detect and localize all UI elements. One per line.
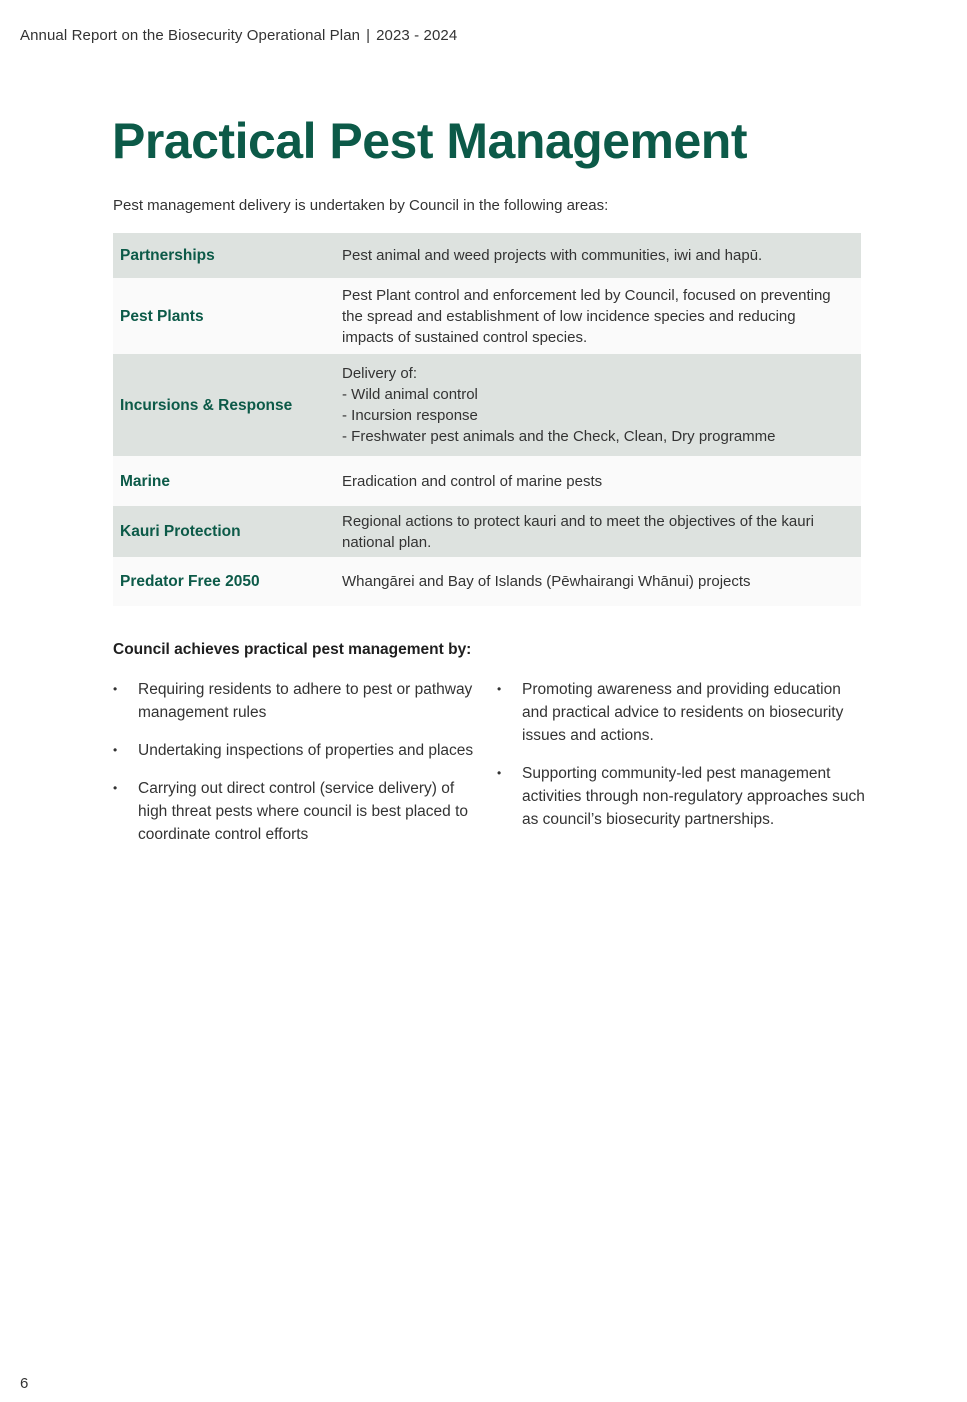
list-item <box>113 678 478 724</box>
table-row <box>113 557 861 606</box>
table-row <box>113 233 861 278</box>
achieve-heading: Council achieves practical pest management by: <box>113 641 472 658</box>
list-item <box>497 762 867 831</box>
bullet-icon: • <box>113 682 118 696</box>
description-line: Eradication and control of marine pests <box>342 472 603 490</box>
table-row <box>113 506 861 557</box>
description-line: Delivery of: <box>342 365 418 382</box>
area-description <box>328 354 861 456</box>
intro-text: Pest management delivery is undertaken by Council in the following areas: <box>113 197 609 214</box>
bullet-icon: • <box>113 781 118 795</box>
running-header <box>20 27 457 44</box>
area-name: Marine <box>113 456 328 506</box>
list-item-text: Requiring residents to adhere to pest or pathway management rules <box>138 681 473 721</box>
list-item-text: Promoting awareness and providing education and practical advice to residents on biosecurity issues and actions. <box>522 681 844 744</box>
area-name: Incursions & Response <box>113 354 328 456</box>
area-description <box>328 506 861 557</box>
header-separator: | <box>366 27 371 44</box>
bullet-icon: • <box>113 743 118 757</box>
table-row <box>113 456 861 506</box>
table-row <box>113 278 861 354</box>
description-line: Pest Plant control and enforcement led by Council, focused on preventing the spread and establishment of low incidence species and reducing impacts of sustained control species. <box>342 286 831 346</box>
pest-management-areas-table <box>113 233 861 606</box>
page-number: 6 <box>20 1375 29 1392</box>
list-item <box>497 678 867 747</box>
list-item-text: Supporting community-led pest management activities through non-regulatory approaches such as council’s biosecurity partnerships. <box>522 765 865 828</box>
report-period: 2023 - 2024 <box>376 27 458 44</box>
list-item <box>113 777 478 846</box>
area-description <box>328 557 861 606</box>
description-line: Whangārei and Bay of Islands (Pēwhairangi Whānui) projects <box>342 573 751 590</box>
area-description <box>328 278 861 354</box>
list-item-text: Carrying out direct control (service delivery) of high threat pests where council is best placed to coordinate control efforts <box>138 780 468 843</box>
area-description <box>328 233 861 278</box>
description-line: - Incursion response <box>342 407 478 424</box>
list-item-text: Undertaking inspections of properties and places <box>138 742 474 759</box>
achieve-list-left <box>113 678 478 861</box>
achieve-list-right <box>497 678 867 846</box>
report-title: Annual Report on the Biosecurity Operational Plan <box>20 27 361 44</box>
bullet-icon: • <box>497 682 502 696</box>
area-name: Kauri Protection <box>113 506 328 557</box>
page-title: Practical Pest Management <box>112 113 747 169</box>
bullet-icon: • <box>497 766 502 780</box>
description-line: - Wild animal control <box>342 386 478 403</box>
list-item <box>113 739 478 762</box>
area-name: Predator Free 2050 <box>113 557 328 606</box>
table-row <box>113 354 861 456</box>
area-description <box>328 456 861 506</box>
description-line: - Freshwater pest animals and the Check, Clean, Dry programme <box>342 428 776 445</box>
area-name: Pest Plants <box>113 278 328 354</box>
description-line: Pest animal and weed projects with communities, iwi and hapū. <box>342 247 763 264</box>
area-name: Partnerships <box>113 233 328 278</box>
description-line: Regional actions to protect kauri and to meet the objectives of the kauri national plan. <box>342 512 814 551</box>
